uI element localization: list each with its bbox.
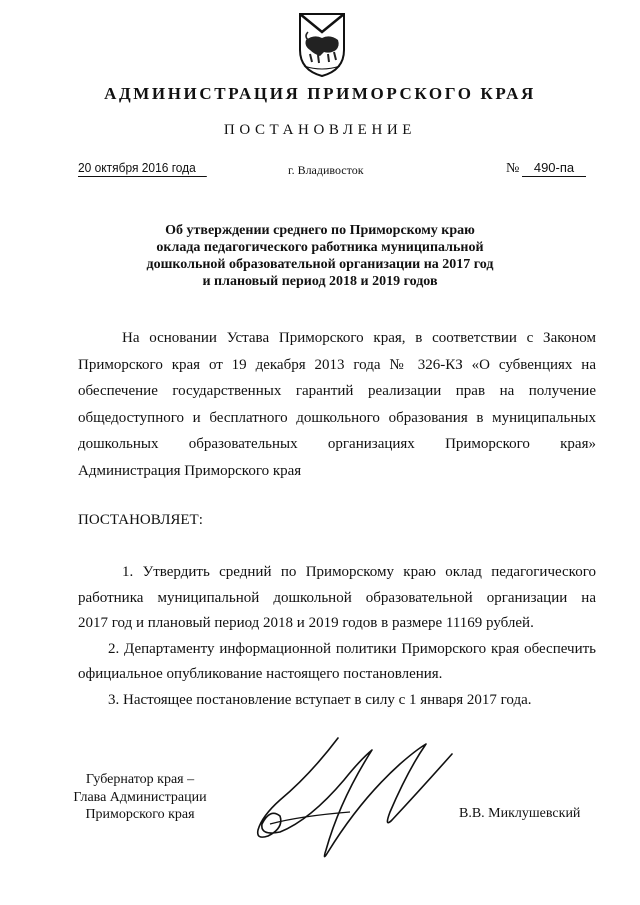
decree-word: ПОСТАНОВЛЯЕТ: (78, 512, 203, 528)
coat-of-arms-icon (296, 10, 348, 78)
document-city: г. Владивосток (288, 163, 364, 177)
preamble-line: обеспечение государственных гарантий реализации прав на получение (78, 383, 596, 400)
item-2-line: 2. Департаменту информационной политики Приморского края обеспечить (108, 640, 596, 657)
signer-position-line: Губернатор края – (85, 772, 195, 787)
subject-line: Об утверждении среднего по Приморскому краю (165, 223, 475, 238)
number-sign: № (506, 161, 520, 176)
signer-name: В.В. Миклушевский (459, 806, 581, 821)
signer-position (60, 771, 220, 824)
preamble-paragraph (78, 325, 596, 485)
item-1-line: 2017 год и плановый период 2018 и 2019 годов в размере 11169 рублей. (78, 615, 534, 631)
item-1-line: работника муниципальной дошкольной образовательной организации на (78, 589, 596, 606)
item-2-line: официальное опубликование настоящего постановления. (78, 666, 443, 682)
document-number: 490-па (522, 160, 586, 177)
organization-title: АДМИНИСТРАЦИЯ ПРИМОРСКОГО КРАЯ (104, 84, 536, 103)
document-date: 20 октября 2016 года (78, 160, 207, 177)
preamble-line: Администрация Приморского края (78, 462, 302, 479)
preamble-line: общедоступного и бесплатного дошкольного образования в муниципальных (78, 409, 596, 426)
decree-items (78, 560, 596, 713)
item-3-line: 3. Настоящее постановление вступает в силу с 1 января 2017 года. (108, 691, 532, 708)
preamble-line: На основании Устава Приморского края, в соответствии с Законом (122, 330, 596, 346)
preamble-line: дошкольных образовательных организациях Приморского края» (78, 436, 596, 453)
document-type: ПОСТАНОВЛЕНИЕ (223, 122, 417, 138)
subject-line: дошкольной образовательной организации на 2017 год (146, 257, 494, 272)
subject-line: и плановый период 2018 и 2019 годов (202, 274, 438, 289)
item-1-line: 1. Утвердить средний по Приморскому краю оклад педагогического (122, 564, 596, 580)
preamble-line: Приморского края от 19 декабря 2013 года № 326-КЗ «О субвенциях на (78, 356, 596, 373)
subject-line: оклада педагогического работника муниципальной (156, 240, 484, 255)
signer-position-line: Глава Администрации (73, 789, 207, 805)
document-subject (80, 222, 560, 290)
signer-position-line: Приморского края (85, 807, 195, 822)
handwritten-signature (240, 720, 480, 870)
